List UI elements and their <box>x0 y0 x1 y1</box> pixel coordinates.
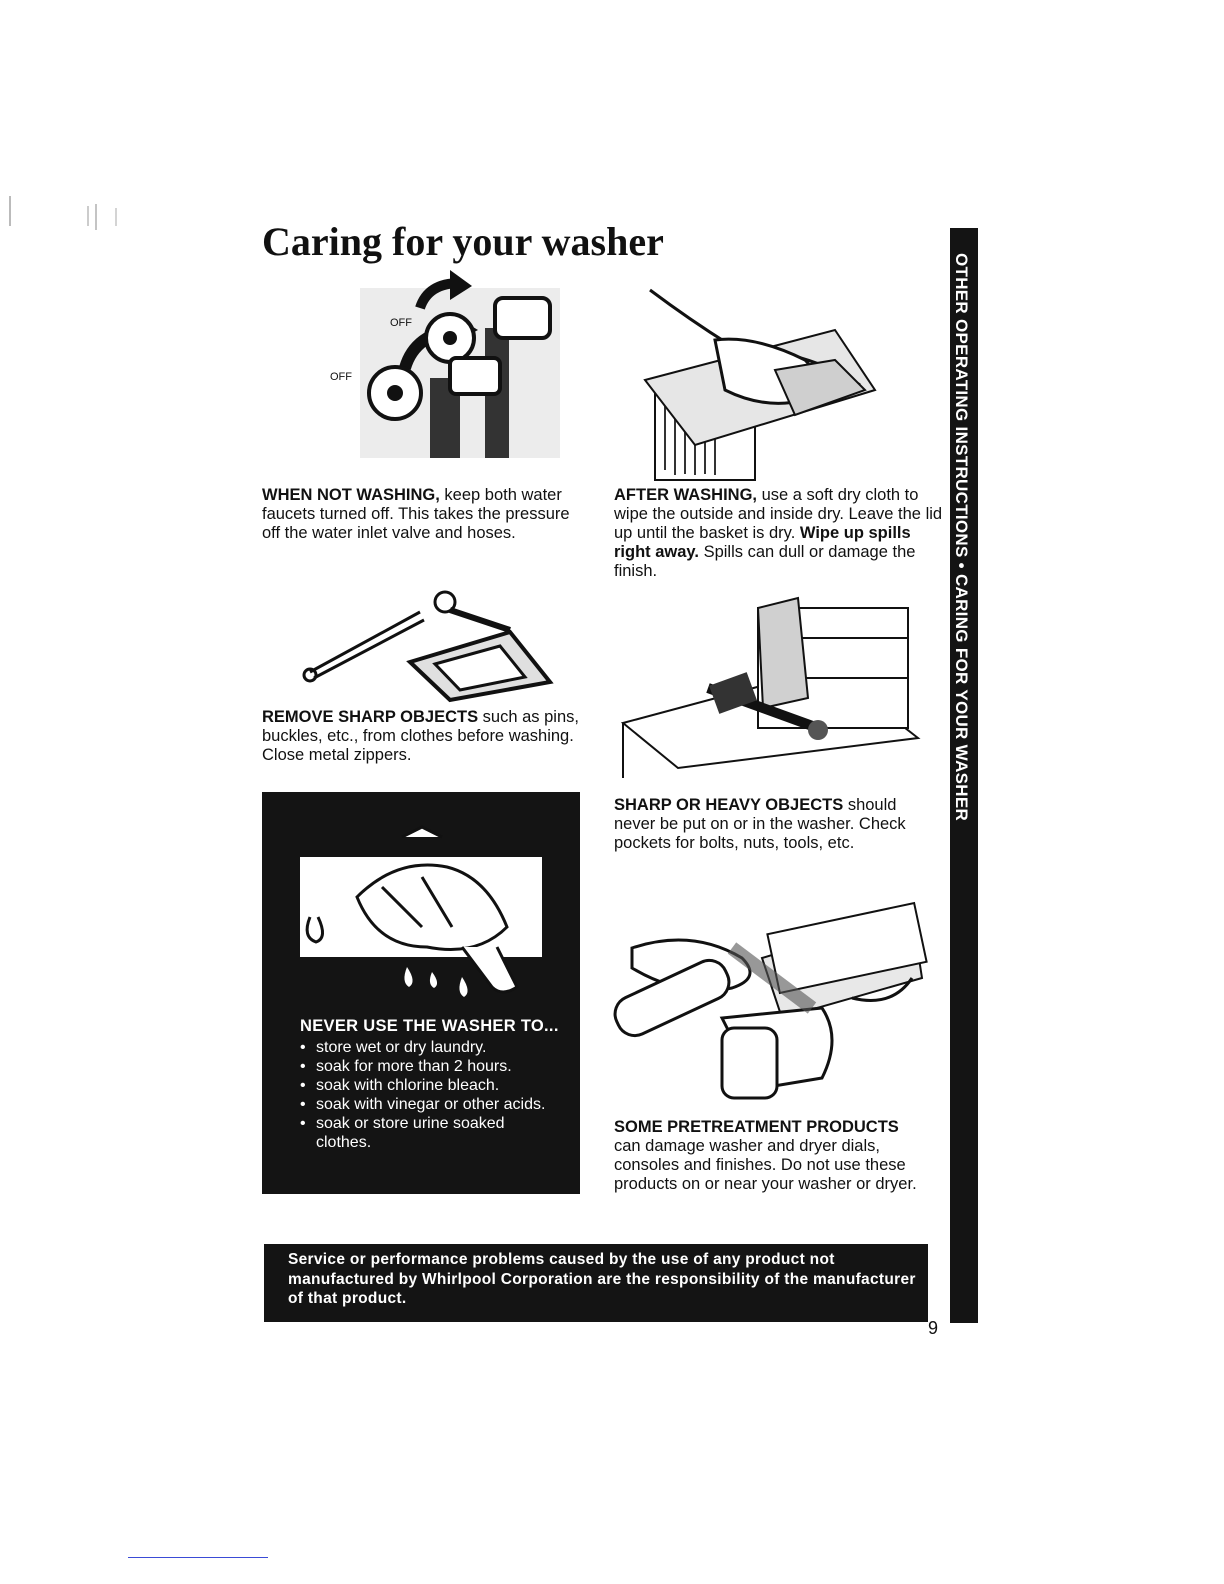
laundry-illustration <box>292 827 552 1007</box>
faucets-body: keep both water faucets turned off. This takes the pressure off the water inlet valve and hoses. <box>262 486 570 542</box>
after-washing-body: use a soft dry cloth to wipe the outside and inside dry. Leave the lid up until the basket is dry. <box>614 486 943 542</box>
faucets-illustration <box>300 268 575 468</box>
never-use-warning-box <box>262 792 580 1194</box>
sharp-objects-heading: REMOVE SHARP OBJECTS <box>262 708 479 726</box>
scan-marks <box>6 196 126 236</box>
tools-on-washer-illustration <box>618 598 938 778</box>
never-use-item: • soak with chlorine bleach. <box>300 1076 561 1095</box>
pin-buckle-illustration <box>300 582 570 702</box>
heavy-objects-heading: SHARP OR HEAVY OBJECTS <box>614 796 844 814</box>
section-sidebar-tab <box>950 228 978 1323</box>
off-label-left: OFF <box>330 371 352 383</box>
after-washing-emphasis: Wipe up spills right away. <box>614 524 911 561</box>
heavy-objects-body: should never be put on or in the washer. Check pockets for bolts, nuts, tools, etc. <box>614 796 906 852</box>
off-label-right: OFF <box>390 317 412 329</box>
wiping-washer-illustration <box>635 270 895 480</box>
faucets-heading: WHEN NOT WASHING, <box>262 486 440 504</box>
page-title: Caring for your washer <box>262 219 664 264</box>
after-washing-heading: AFTER WASHING, <box>614 486 757 504</box>
bottom-rule <box>128 1557 268 1558</box>
never-use-item: • store wet or dry laundry. <box>300 1038 561 1057</box>
responsibility-notice-banner: Service or performance problems caused by the use of any product not manufactured by Whirlpool Corporation are the responsibility of the manufacturer of that product. <box>264 1244 928 1322</box>
sidebar-label: OTHER OPERATING INSTRUCTIONS • CARING FOR YOUR WASHER <box>952 253 971 822</box>
sharp-objects-paragraph <box>262 708 587 765</box>
page-number: 9 <box>928 1318 939 1338</box>
never-use-list <box>300 1038 561 1152</box>
sharp-objects-body: such as pins, buckles, etc., from clothes before washing. Close metal zippers. <box>262 708 579 764</box>
never-use-item: • soak or store urine soaked clothes. <box>300 1114 561 1152</box>
pretreatment-heading: SOME PRETREATMENT PRODUCTS <box>614 1118 899 1136</box>
never-use-item: • soak with vinegar or other acids. <box>300 1095 561 1114</box>
faucets-paragraph <box>262 486 587 543</box>
pretreatment-paragraph <box>614 1118 949 1194</box>
pretreatment-spray-illustration <box>612 908 932 1108</box>
after-washing-paragraph <box>614 486 944 581</box>
heavy-objects-paragraph <box>614 796 924 853</box>
after-washing-body-2: Spills can dull or damage the finish. <box>614 543 916 580</box>
pretreatment-body: can damage washer and dryer dials, consoles and finishes. Do not use these products on or near your washer or dryer. <box>614 1137 917 1193</box>
never-use-item: • soak for more than 2 hours. <box>300 1057 561 1076</box>
never-use-heading: NEVER USE THE WASHER TO... <box>300 1017 559 1035</box>
